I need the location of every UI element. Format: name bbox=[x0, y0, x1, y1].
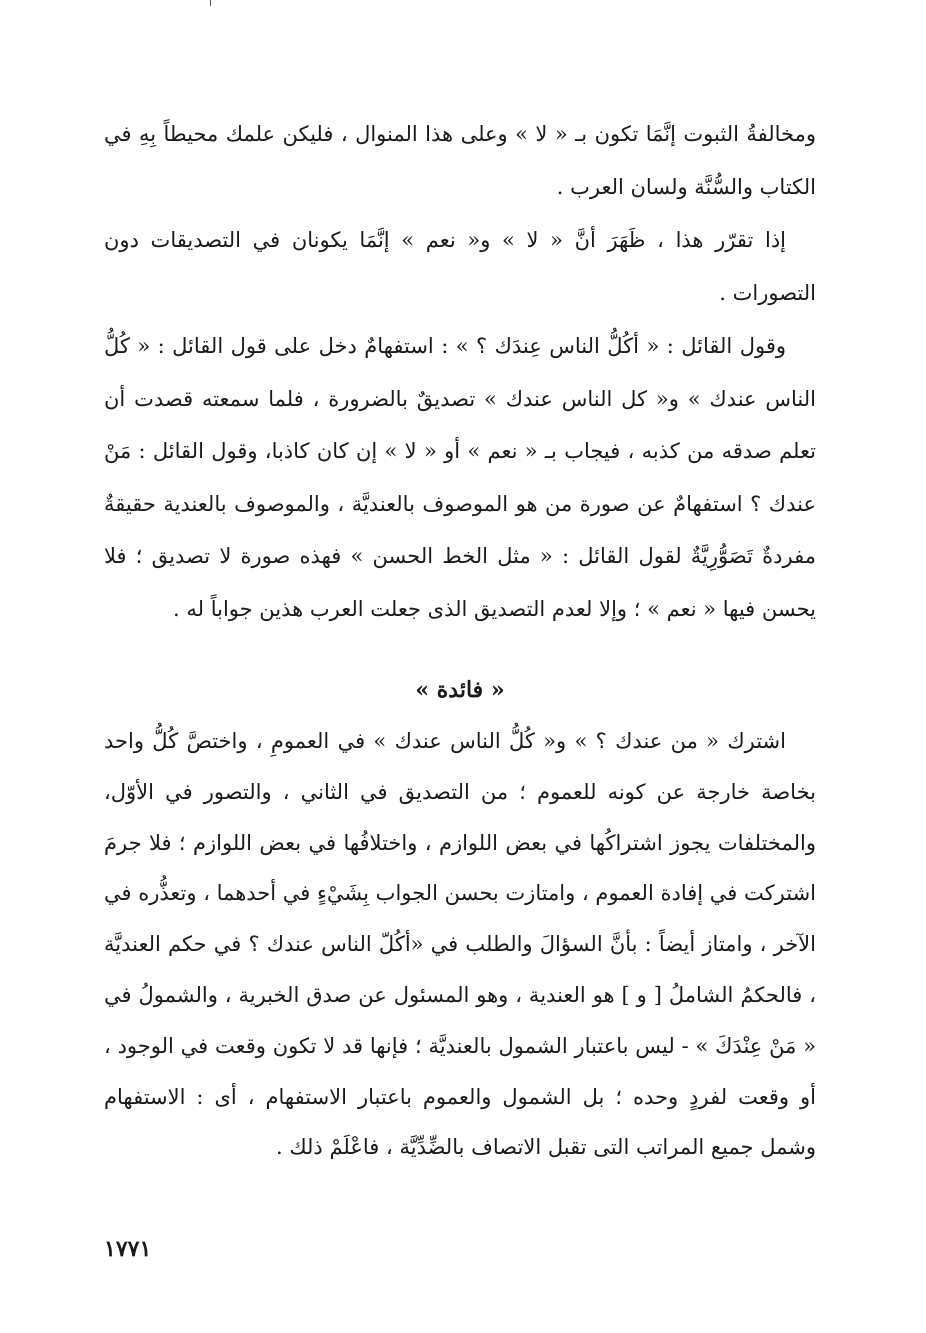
paragraph-block bbox=[104, 320, 816, 635]
paragraph-block bbox=[104, 716, 816, 1173]
page-number: ١٧٧١ bbox=[104, 1236, 152, 1262]
scan-mark bbox=[210, 0, 211, 6]
paragraph-block bbox=[104, 108, 816, 213]
paragraph: اشترك « من عندك ؟ » و« كُلُّ الناس عندك » في العمومِ ، واختصَّ كُلُّ واحد بخاصة خارجة عن كونه للعموم ؛ من التصديق في الثاني ، والتصور في الأوّل، والمختلفات يجوز اشتراكُها في بعض اللوازم ، واختلافُها في بعض اللوازم ؛ فلا جرمَ اشتركت في إفادة العموم ، وامتازت بحسن الجواب بِشَيْءٍ في أحدهما ، وتعذُّره في الآخر ، وامتاز أيضاً : بأنَّ السؤالَ والطلب في «أكُلّ الناس عندك ؟ في حكم العنديَّة ، فالحكمُ الشاملُ [ و ] هو العندية ، وهو المسئول عن صدق الخبرية ، والشمولُ في « مَنْ عِنْدَكَ » - ليس باعتبار الشمول بالعنديَّة ؛ فإنها قد لا تكون وقعت في الوجود ، أو وقعت لفردٍ وحده ؛ بل الشمول والعموم باعتبار الاستفهام ، أى : الاستفهام وشمل جميع المراتب التى تقبل الاتصاف بالضِّدِّيَّة ، فاعْلَمْ ذلك . bbox=[104, 729, 816, 1160]
paragraph: وقول القائل : « أكُلُّ الناس عِندَك ؟ » : استفهامٌ دخل على قول القائل : « كُلُّ الناس عندك » و« كل الناس عندك » تصديقٌ بالضرورة ، فلما سمعته قصدت أن تعلم صدقه من كذبه ، فيجاب بـ « نعم » أو « لا » إن كان كاذبا، وقول القائل : مَنْ عندك ؟ استفهامٌ عن صورة من هو الموصوف بالعنديَّة ، والموصوف بالعندية حقيقةٌ مفردةٌ تَصَوُّرِيَّةٌ لقول القائل : « مثل الخط الحسن » فهذه صورة لا تصديق ؛ فلا يحسن فيها « نعم » ؛ وإلا لعدم التصديق الذى جعلت العرب هذين جواباً له . bbox=[104, 334, 816, 621]
paragraph-block bbox=[104, 214, 816, 319]
section-heading: « فائدة » bbox=[415, 677, 505, 703]
paragraph: إذا تقرّر هذا ، ظَهَرَ أنَّ « لا » و« نعم » إنَّمَا يكونان في التصديقات دون التصورات . bbox=[104, 228, 816, 305]
paragraph: ومخالفةُ الثبوت إنَّمَا تكون بـ « لا » وعلى هذا المنوال ، فليكن علمك محيطاً بِهِ في الكتاب والسُّنَّة ولسان العرب . bbox=[104, 122, 816, 199]
